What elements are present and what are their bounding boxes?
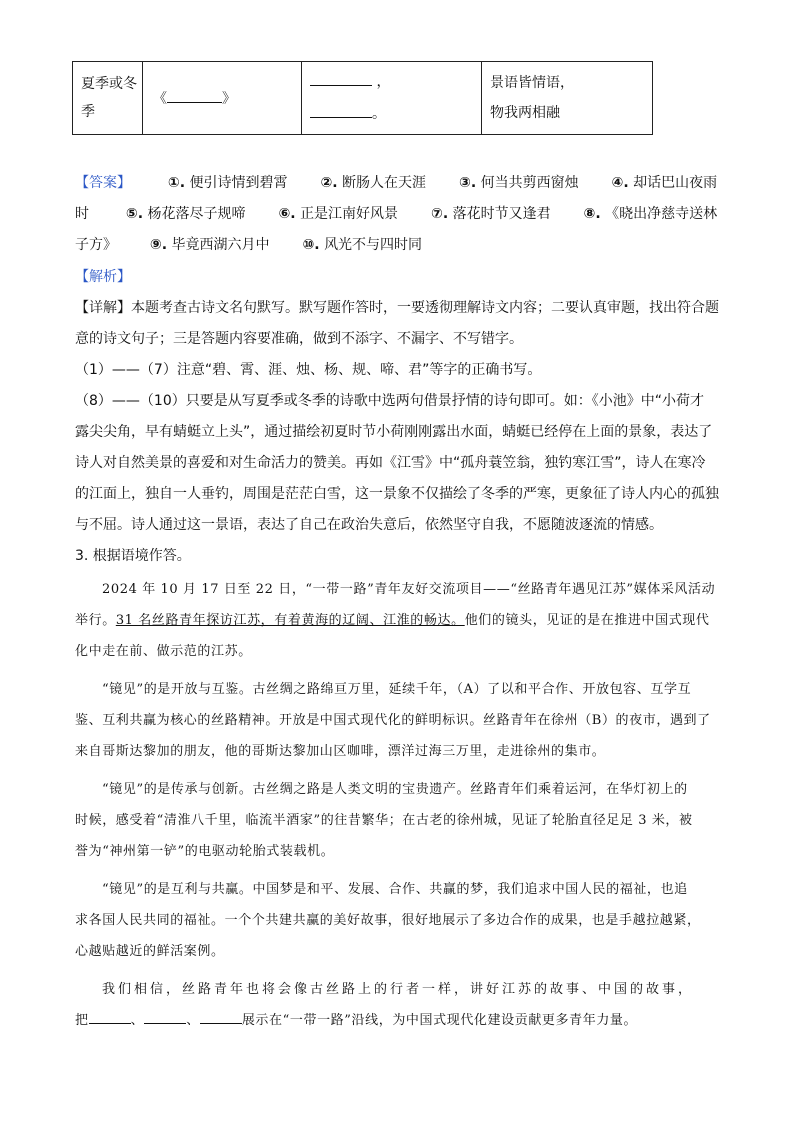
- analysis-label: 【解析】: [75, 269, 131, 285]
- answer-num-9: ⑨.: [149, 237, 168, 253]
- book-title-cell: [143, 62, 302, 135]
- q3-p4-line3: 心越贴越近的鲜活案例。: [75, 944, 225, 959]
- answer-num-8: ⑧.: [583, 206, 601, 222]
- answer-text-10: 风光不与四时同: [324, 237, 423, 253]
- answer-line-2: [75, 199, 717, 229]
- fill-blank-2[interactable]: [144, 1011, 186, 1024]
- answer-num-1: ①.: [167, 175, 186, 191]
- q3-p5-sep1: 、: [130, 1013, 145, 1028]
- answer-text-2: 断肠人在天涯: [342, 175, 427, 191]
- q3-p1-line2-plain: 举行。: [75, 613, 116, 628]
- q3-p3-line3: 誉为“神州第一铲”的电驱动轮胎式装载机。: [75, 844, 335, 859]
- answer-text-8a: 《晓出净慈寺送林: [605, 206, 718, 222]
- q3-p1-line2: [75, 605, 710, 636]
- analysis-line-5: 露尖尖角，早有蜻蜓立上头”，通过描绘初夏时节小荷刚刚露出水面，蜻蜓已经停在上面的景象，表达了: [75, 424, 713, 440]
- poem-sep-2: 。: [372, 106, 386, 122]
- analysis-line-8: 与不屈。诗人通过这一景语，表达了自己在政治失意后，依然坚守自我，不愿随波逐流的情感。: [75, 517, 663, 533]
- answer-num-7: ⑦.: [430, 206, 449, 222]
- answer-num-6: ⑥.: [278, 206, 296, 222]
- analysis-line-1: 【详解】本题考查古诗文名句默写。默写题作答时，一要透彻理解诗文内容；二要认真审题，找出符合题: [75, 300, 719, 316]
- question-3-title: 3. 根据语境作答。: [75, 548, 191, 564]
- poem-lines-cell: [302, 62, 482, 135]
- poem-sep-1: ，: [376, 74, 391, 90]
- answer-num-10: ⑩.: [302, 237, 320, 253]
- analysis-line-4: （8）——（10）只要是从写夏季或冬季的诗歌中选两句借景抒情的诗句即可。如：《小池》中“小荷才: [75, 393, 704, 409]
- q3-p2-line3: 来自哥斯达黎加的朋友，他的哥斯达黎加山区咖啡，漂洋过海三万里，走进徐州的集市。: [75, 744, 606, 759]
- comment-line-1: 景语皆情语，: [490, 75, 574, 91]
- answer-text-5: 杨花落尽子规啼: [147, 206, 246, 222]
- answer-num-3: ③.: [458, 175, 477, 191]
- poem-table: [72, 61, 653, 135]
- q3-p5-line1: 我们相信，丝路青年也将会像古丝路上的行者一样，讲好江苏的故事、中国的故事，: [102, 982, 695, 997]
- book-bracket-open: 《: [153, 91, 167, 107]
- comment-line-2: 物我两相融: [490, 105, 560, 121]
- q3-p4-line1: “镜见”的是互利与共赢。中国梦是和平、发展、合作、共赢的梦，我们追求中国人民的福祉，也追: [102, 882, 688, 897]
- analysis-line-2: 意的诗文句子；三是答题内容要准确，做到不添字、不漏字、不写错字。: [75, 331, 523, 347]
- q3-p1-line2-rest: 他们的镜头，见证的是在推进中国式现代: [464, 613, 710, 628]
- q3-p5-end: 展示在“一带一路”沿线，为中国式现代化建设贡献更多青年力量。: [241, 1013, 638, 1028]
- poem-line-2-blank[interactable]: [310, 103, 372, 118]
- answer-text-8b: 子方》: [75, 237, 117, 253]
- answer-text-4a: 却话巴山夜雨: [633, 175, 718, 191]
- poem-line-1-blank[interactable]: [310, 71, 372, 86]
- fill-blank-3[interactable]: [200, 1011, 242, 1024]
- answer-line-1: [75, 168, 717, 198]
- q3-p3-line2: 时候，感受着“清淮八千里，临流半酒家”的往昔繁华；在古老的徐州城，见证了轮胎直径足足 3 米，被: [75, 813, 693, 828]
- answer-text-4b: 时: [75, 206, 89, 222]
- answer-text-7: 落花时节又逢君: [452, 206, 551, 222]
- q3-p4-line2: 求各国人民共同的福祉。一个个共建共赢的美好故事，很好地展示了多边合作的成果，也是手越拉越紧，: [75, 913, 701, 928]
- answer-num-5: ⑤.: [125, 206, 144, 222]
- analysis-line-7: 的江面上，独自一人垂钓，周围是茫茫白雪，这一景象不仅描绘了冬季的严寒，更象征了诗人内心的孤独: [75, 486, 719, 502]
- q3-p5-sep2: 、: [186, 1013, 200, 1028]
- answer-text-3: 何当共剪西窗烛: [480, 175, 579, 191]
- answer-text-9: 毕竟西湖六月中: [171, 237, 270, 253]
- q3-p5-start: 把: [75, 1013, 89, 1028]
- q3-p1-line3: 化中走在前、做示范的江苏。: [75, 644, 252, 659]
- answer-line-3: [75, 230, 422, 260]
- q3-p2-line2: 鉴、互利共赢为核心的丝路精神。开放是中国式现代化的鲜明标识。丝路青年在徐州（B）的夜市，遇到了: [75, 713, 711, 728]
- answer-text-1: 便引诗情到碧霄: [189, 175, 288, 191]
- season-cell: [73, 62, 143, 135]
- answer-text-6: 正是江南好风景: [300, 206, 399, 222]
- q3-p5-line2: [75, 1005, 637, 1036]
- q3-p3-line1: “镜见”的是传承与创新。古丝绸之路是人类文明的宝贵遗产。丝路青年们乘着运河，在华灯初上的: [102, 782, 688, 797]
- book-title-blank[interactable]: [167, 88, 222, 103]
- analysis-line-3: （1）——（7）注意“碧、霄、涯、烛、杨、规、啼、君”等字的正确书写。: [75, 362, 542, 378]
- q3-p2-line1: “镜见”的是开放与互鉴。古丝绸之路绵亘万里，延续千年，（A）了以和平合作、开放包容、互学互: [102, 682, 692, 697]
- book-bracket-close: 》: [222, 91, 236, 107]
- analysis-line-6: 诗人对自然美景的喜爱和对生命活力的赞美。再如《江雪》中“孤舟蓑笠翁，独钓寒江雪”，诗人在寒冷: [75, 455, 706, 471]
- answer-num-4: ④.: [611, 175, 629, 191]
- comment-cell: [482, 62, 653, 135]
- q3-underlined-sentence: 31 名丝路青年探访江苏，有着黄海的辽阔、江淮的畅达。: [115, 613, 465, 628]
- answer-num-2: ②.: [320, 175, 338, 191]
- q3-p1-line1: 2024 年 10 月 17 日至 22 日，“一带一路”青年友好交流项目——“丝路青年遇见江苏”媒体采风活动: [102, 582, 716, 597]
- answer-label: 【答案】: [75, 175, 131, 191]
- season-text: 夏季或冬季: [81, 76, 137, 120]
- fill-blank-1[interactable]: [89, 1011, 131, 1024]
